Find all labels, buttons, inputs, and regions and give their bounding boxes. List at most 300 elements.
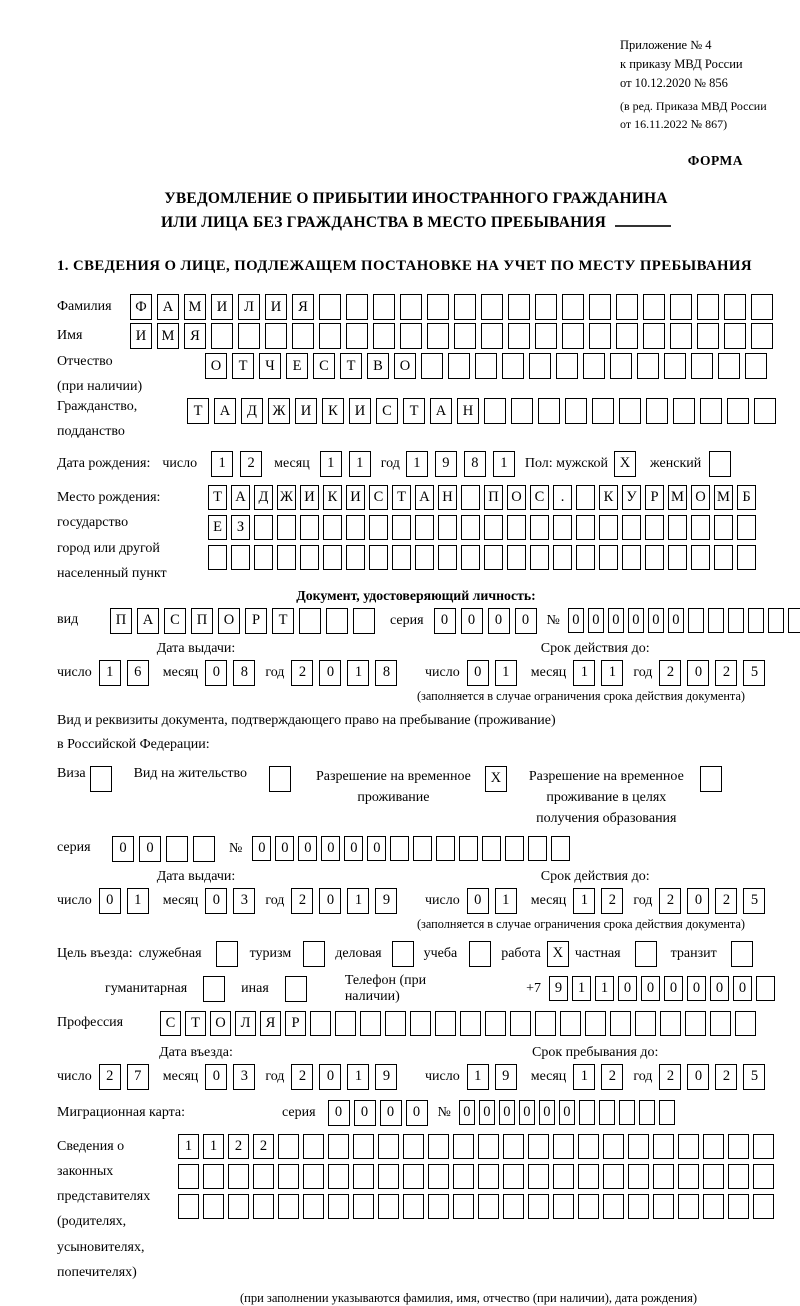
char-cell[interactable]	[453, 1134, 474, 1159]
char-cell[interactable]: А	[137, 608, 159, 634]
char-cell[interactable]: 6	[127, 660, 149, 686]
char-cell[interactable]	[565, 398, 587, 424]
char-cell[interactable]: 0	[608, 608, 624, 633]
char-cell[interactable]	[378, 1194, 399, 1219]
char-cell[interactable]: О	[218, 608, 240, 634]
char-cell[interactable]	[645, 515, 664, 540]
char-cell[interactable]	[714, 545, 733, 570]
purpose-work-checkbox[interactable]: X	[547, 941, 569, 967]
char-cell[interactable]: И	[265, 294, 287, 320]
char-cell[interactable]: 2	[715, 660, 737, 686]
char-cell[interactable]	[585, 1011, 606, 1036]
char-cell[interactable]: 0	[205, 1064, 227, 1090]
char-cell[interactable]: И	[300, 485, 319, 510]
char-cell[interactable]	[728, 1134, 749, 1159]
char-cell[interactable]: Л	[238, 294, 260, 320]
char-cell[interactable]	[628, 1164, 649, 1189]
char-cell[interactable]	[453, 1194, 474, 1219]
char-cell[interactable]: О	[205, 353, 227, 379]
char-cell[interactable]: 8	[464, 451, 486, 477]
char-cell[interactable]	[303, 1164, 324, 1189]
char-cell[interactable]: Р	[285, 1011, 306, 1036]
char-cell[interactable]: 0	[519, 1100, 535, 1125]
char-cell[interactable]: Ж	[277, 485, 296, 510]
char-cell[interactable]	[326, 608, 348, 634]
char-cell[interactable]: У	[622, 485, 641, 510]
char-cell[interactable]	[724, 323, 746, 349]
char-cell[interactable]	[703, 1134, 724, 1159]
char-cell[interactable]: 0	[687, 1064, 709, 1090]
visa-checkbox[interactable]	[90, 766, 112, 792]
char-cell[interactable]	[529, 353, 551, 379]
char-cell[interactable]	[599, 1100, 615, 1125]
purpose-business-checkbox[interactable]	[392, 941, 414, 967]
char-cell[interactable]: 0	[467, 660, 489, 686]
char-cell[interactable]: 0	[319, 660, 341, 686]
char-cell[interactable]	[353, 608, 375, 634]
char-cell[interactable]: 0	[319, 1064, 341, 1090]
char-cell[interactable]	[346, 545, 365, 570]
char-cell[interactable]: М	[184, 294, 206, 320]
char-cell[interactable]	[708, 608, 724, 633]
char-cell[interactable]	[392, 515, 411, 540]
char-cell[interactable]: 9	[495, 1064, 517, 1090]
char-cell[interactable]	[373, 294, 395, 320]
char-cell[interactable]: Т	[403, 398, 425, 424]
char-cell[interactable]	[603, 1164, 624, 1189]
char-cell[interactable]: 7	[127, 1064, 149, 1090]
char-cell[interactable]	[303, 1194, 324, 1219]
char-cell[interactable]: 1	[573, 660, 595, 686]
char-cell[interactable]	[639, 1100, 655, 1125]
char-cell[interactable]: 0	[641, 976, 660, 1001]
char-cell[interactable]	[556, 353, 578, 379]
char-cell[interactable]	[485, 1011, 506, 1036]
char-cell[interactable]	[664, 353, 686, 379]
char-cell[interactable]: Я	[292, 294, 314, 320]
char-cell[interactable]: Ф	[130, 294, 152, 320]
char-cell[interactable]: 0	[648, 608, 664, 633]
char-cell[interactable]	[461, 515, 480, 540]
purpose-private-checkbox[interactable]	[635, 941, 657, 967]
char-cell[interactable]	[427, 294, 449, 320]
char-cell[interactable]: 0	[99, 888, 121, 914]
char-cell[interactable]: 5	[743, 888, 765, 914]
char-cell[interactable]	[508, 323, 530, 349]
char-cell[interactable]	[265, 323, 287, 349]
char-cell[interactable]: 5	[743, 660, 765, 686]
char-cell[interactable]	[530, 515, 549, 540]
char-cell[interactable]	[553, 1194, 574, 1219]
char-cell[interactable]: 1	[127, 888, 149, 914]
char-cell[interactable]	[413, 836, 432, 861]
char-cell[interactable]: Т	[185, 1011, 206, 1036]
char-cell[interactable]	[481, 294, 503, 320]
char-cell[interactable]: Д	[254, 485, 273, 510]
char-cell[interactable]	[323, 515, 342, 540]
char-cell[interactable]	[703, 1194, 724, 1219]
char-cell[interactable]: 0	[354, 1100, 376, 1126]
char-cell[interactable]: 0	[539, 1100, 555, 1125]
char-cell[interactable]: 0	[344, 836, 363, 861]
char-cell[interactable]	[378, 1164, 399, 1189]
char-cell[interactable]: О	[507, 485, 526, 510]
char-cell[interactable]	[335, 1011, 356, 1036]
char-cell[interactable]	[753, 1194, 774, 1219]
char-cell[interactable]	[277, 545, 296, 570]
char-cell[interactable]	[753, 1134, 774, 1159]
char-cell[interactable]	[562, 323, 584, 349]
char-cell[interactable]	[421, 353, 443, 379]
char-cell[interactable]: И	[346, 485, 365, 510]
char-cell[interactable]	[578, 1134, 599, 1159]
char-cell[interactable]	[660, 1011, 681, 1036]
char-cell[interactable]	[691, 353, 713, 379]
char-cell[interactable]: 9	[549, 976, 568, 1001]
char-cell[interactable]	[460, 1011, 481, 1036]
char-cell[interactable]: 0	[488, 608, 510, 634]
char-cell[interactable]	[502, 353, 524, 379]
char-cell[interactable]: Т	[392, 485, 411, 510]
char-cell[interactable]	[553, 545, 572, 570]
char-cell[interactable]: К	[323, 485, 342, 510]
char-cell[interactable]	[428, 1164, 449, 1189]
char-cell[interactable]: К	[322, 398, 344, 424]
char-cell[interactable]	[691, 545, 710, 570]
char-cell[interactable]: 2	[659, 1064, 681, 1090]
char-cell[interactable]	[635, 1011, 656, 1036]
char-cell[interactable]: И	[130, 323, 152, 349]
char-cell[interactable]	[728, 1164, 749, 1189]
char-cell[interactable]	[583, 353, 605, 379]
purpose-official-checkbox[interactable]	[216, 941, 238, 967]
char-cell[interactable]: С	[369, 485, 388, 510]
char-cell[interactable]	[616, 323, 638, 349]
char-cell[interactable]: 0	[687, 976, 706, 1001]
char-cell[interactable]	[478, 1164, 499, 1189]
char-cell[interactable]: 1	[601, 660, 623, 686]
char-cell[interactable]	[231, 545, 250, 570]
char-cell[interactable]: 2	[659, 660, 681, 686]
char-cell[interactable]: 0	[205, 660, 227, 686]
char-cell[interactable]	[454, 294, 476, 320]
char-cell[interactable]: П	[191, 608, 213, 634]
char-cell[interactable]: 1	[495, 888, 517, 914]
char-cell[interactable]	[484, 545, 503, 570]
char-cell[interactable]	[292, 323, 314, 349]
char-cell[interactable]	[310, 1011, 331, 1036]
char-cell[interactable]: К	[599, 485, 618, 510]
char-cell[interactable]: 0	[205, 888, 227, 914]
char-cell[interactable]: О	[210, 1011, 231, 1036]
char-cell[interactable]: Е	[208, 515, 227, 540]
char-cell[interactable]	[628, 1194, 649, 1219]
char-cell[interactable]: Т	[232, 353, 254, 379]
char-cell[interactable]: М	[668, 485, 687, 510]
char-cell[interactable]	[619, 1100, 635, 1125]
char-cell[interactable]: 1	[349, 451, 371, 477]
char-cell[interactable]: 0	[479, 1100, 495, 1125]
char-cell[interactable]	[346, 294, 368, 320]
char-cell[interactable]	[714, 515, 733, 540]
char-cell[interactable]: 1	[493, 451, 515, 477]
char-cell[interactable]: 1	[595, 976, 614, 1001]
char-cell[interactable]: З	[231, 515, 250, 540]
char-cell[interactable]: 9	[375, 1064, 397, 1090]
char-cell[interactable]	[410, 1011, 431, 1036]
char-cell[interactable]	[678, 1134, 699, 1159]
char-cell[interactable]: Ч	[259, 353, 281, 379]
char-cell[interactable]	[300, 545, 319, 570]
char-cell[interactable]: В	[367, 353, 389, 379]
char-cell[interactable]	[578, 1164, 599, 1189]
char-cell[interactable]: 0	[459, 1100, 475, 1125]
char-cell[interactable]: 0	[467, 888, 489, 914]
char-cell[interactable]: И	[211, 294, 233, 320]
char-cell[interactable]	[710, 1011, 731, 1036]
char-cell[interactable]: С	[313, 353, 335, 379]
char-cell[interactable]	[659, 1100, 675, 1125]
sex-female-checkbox[interactable]	[709, 451, 731, 477]
char-cell[interactable]	[551, 836, 570, 861]
char-cell[interactable]	[751, 323, 773, 349]
char-cell[interactable]	[678, 1194, 699, 1219]
char-cell[interactable]: И	[295, 398, 317, 424]
char-cell[interactable]: Т	[208, 485, 227, 510]
char-cell[interactable]	[436, 836, 455, 861]
char-cell[interactable]	[503, 1194, 524, 1219]
char-cell[interactable]	[553, 1164, 574, 1189]
char-cell[interactable]	[528, 1194, 549, 1219]
char-cell[interactable]	[228, 1194, 249, 1219]
char-cell[interactable]	[673, 398, 695, 424]
char-cell[interactable]: 2	[601, 888, 623, 914]
char-cell[interactable]: Н	[438, 485, 457, 510]
char-cell[interactable]: 1	[347, 888, 369, 914]
char-cell[interactable]: 5	[743, 1064, 765, 1090]
char-cell[interactable]	[299, 608, 321, 634]
char-cell[interactable]: 1	[573, 888, 595, 914]
char-cell[interactable]: 0	[664, 976, 683, 1001]
char-cell[interactable]	[622, 515, 641, 540]
char-cell[interactable]	[319, 294, 341, 320]
char-cell[interactable]	[737, 545, 756, 570]
char-cell[interactable]	[622, 545, 641, 570]
char-cell[interactable]: 8	[233, 660, 255, 686]
char-cell[interactable]	[353, 1194, 374, 1219]
char-cell[interactable]: 1	[572, 976, 591, 1001]
char-cell[interactable]	[553, 515, 572, 540]
char-cell[interactable]	[637, 353, 659, 379]
char-cell[interactable]: О	[394, 353, 416, 379]
char-cell[interactable]	[373, 323, 395, 349]
char-cell[interactable]	[360, 1011, 381, 1036]
char-cell[interactable]	[438, 545, 457, 570]
char-cell[interactable]	[475, 353, 497, 379]
char-cell[interactable]	[560, 1011, 581, 1036]
char-cell[interactable]	[328, 1134, 349, 1159]
char-cell[interactable]	[535, 323, 557, 349]
char-cell[interactable]	[528, 1164, 549, 1189]
char-cell[interactable]: 1	[203, 1134, 224, 1159]
char-cell[interactable]	[697, 294, 719, 320]
char-cell[interactable]	[390, 836, 409, 861]
purpose-humanitarian-checkbox[interactable]	[203, 976, 225, 1002]
char-cell[interactable]	[645, 545, 664, 570]
char-cell[interactable]: 3	[233, 1064, 255, 1090]
char-cell[interactable]	[668, 515, 687, 540]
purpose-transit-checkbox[interactable]	[731, 941, 753, 967]
char-cell[interactable]	[599, 515, 618, 540]
char-cell[interactable]	[346, 323, 368, 349]
char-cell[interactable]: 0	[367, 836, 386, 861]
char-cell[interactable]	[461, 485, 480, 510]
char-cell[interactable]	[528, 836, 547, 861]
char-cell[interactable]	[484, 398, 506, 424]
char-cell[interactable]: С	[160, 1011, 181, 1036]
char-cell[interactable]	[576, 545, 595, 570]
char-cell[interactable]	[670, 294, 692, 320]
char-cell[interactable]: 1	[211, 451, 233, 477]
char-cell[interactable]	[768, 608, 784, 633]
char-cell[interactable]: Е	[286, 353, 308, 379]
char-cell[interactable]	[238, 323, 260, 349]
char-cell[interactable]: 1	[99, 660, 121, 686]
char-cell[interactable]	[510, 1011, 531, 1036]
char-cell[interactable]: 0	[499, 1100, 515, 1125]
char-cell[interactable]	[528, 1134, 549, 1159]
char-cell[interactable]: 0	[710, 976, 729, 1001]
char-cell[interactable]	[503, 1134, 524, 1159]
char-cell[interactable]: 0	[328, 1100, 350, 1126]
char-cell[interactable]	[203, 1164, 224, 1189]
char-cell[interactable]	[328, 1194, 349, 1219]
char-cell[interactable]	[400, 323, 422, 349]
char-cell[interactable]: 1	[178, 1134, 199, 1159]
char-cell[interactable]	[578, 1194, 599, 1219]
char-cell[interactable]	[448, 353, 470, 379]
char-cell[interactable]	[643, 294, 665, 320]
char-cell[interactable]: 1	[573, 1064, 595, 1090]
char-cell[interactable]	[728, 608, 744, 633]
char-cell[interactable]	[553, 1134, 574, 1159]
char-cell[interactable]	[403, 1134, 424, 1159]
char-cell[interactable]: Р	[645, 485, 664, 510]
temp-residence-checkbox[interactable]: X	[485, 766, 507, 792]
char-cell[interactable]	[619, 398, 641, 424]
char-cell[interactable]	[653, 1194, 674, 1219]
char-cell[interactable]	[603, 1194, 624, 1219]
char-cell[interactable]: А	[430, 398, 452, 424]
char-cell[interactable]: 0	[406, 1100, 428, 1126]
char-cell[interactable]	[678, 1164, 699, 1189]
char-cell[interactable]: П	[110, 608, 132, 634]
char-cell[interactable]	[610, 1011, 631, 1036]
char-cell[interactable]: 0	[298, 836, 317, 861]
char-cell[interactable]: 2	[291, 888, 313, 914]
char-cell[interactable]	[454, 323, 476, 349]
char-cell[interactable]	[484, 515, 503, 540]
sex-male-checkbox[interactable]: X	[614, 451, 636, 477]
char-cell[interactable]	[278, 1164, 299, 1189]
char-cell[interactable]: 0	[380, 1100, 402, 1126]
char-cell[interactable]	[751, 294, 773, 320]
char-cell[interactable]	[616, 294, 638, 320]
char-cell[interactable]	[415, 515, 434, 540]
char-cell[interactable]	[166, 836, 188, 862]
char-cell[interactable]: А	[214, 398, 236, 424]
char-cell[interactable]	[346, 515, 365, 540]
char-cell[interactable]	[481, 323, 503, 349]
char-cell[interactable]	[392, 545, 411, 570]
char-cell[interactable]: 0	[275, 836, 294, 861]
char-cell[interactable]	[193, 836, 215, 862]
char-cell[interactable]	[507, 545, 526, 570]
char-cell[interactable]	[203, 1194, 224, 1219]
char-cell[interactable]	[691, 515, 710, 540]
char-cell[interactable]	[300, 515, 319, 540]
char-cell[interactable]: С	[164, 608, 186, 634]
char-cell[interactable]	[508, 294, 530, 320]
char-cell[interactable]	[507, 515, 526, 540]
char-cell[interactable]	[478, 1194, 499, 1219]
char-cell[interactable]	[535, 294, 557, 320]
char-cell[interactable]	[278, 1194, 299, 1219]
char-cell[interactable]	[576, 485, 595, 510]
char-cell[interactable]: 8	[375, 660, 397, 686]
char-cell[interactable]: 1	[406, 451, 428, 477]
char-cell[interactable]	[745, 353, 767, 379]
char-cell[interactable]	[589, 323, 611, 349]
char-cell[interactable]	[369, 515, 388, 540]
char-cell[interactable]	[592, 398, 614, 424]
char-cell[interactable]: 2	[291, 660, 313, 686]
char-cell[interactable]	[328, 1164, 349, 1189]
char-cell[interactable]: 0	[568, 608, 584, 633]
char-cell[interactable]	[253, 1194, 274, 1219]
char-cell[interactable]	[727, 398, 749, 424]
temp-residence-edu-checkbox[interactable]	[700, 766, 722, 792]
char-cell[interactable]: Т	[340, 353, 362, 379]
char-cell[interactable]: 9	[435, 451, 457, 477]
char-cell[interactable]	[670, 323, 692, 349]
char-cell[interactable]: 0	[687, 888, 709, 914]
char-cell[interactable]	[400, 294, 422, 320]
char-cell[interactable]: 0	[628, 608, 644, 633]
char-cell[interactable]: 2	[715, 1064, 737, 1090]
char-cell[interactable]	[482, 836, 501, 861]
char-cell[interactable]: Я	[184, 323, 206, 349]
char-cell[interactable]: 2	[715, 888, 737, 914]
char-cell[interactable]	[254, 545, 273, 570]
char-cell[interactable]	[562, 294, 584, 320]
char-cell[interactable]	[428, 1194, 449, 1219]
char-cell[interactable]: 2	[659, 888, 681, 914]
char-cell[interactable]	[459, 836, 478, 861]
char-cell[interactable]: Я	[260, 1011, 281, 1036]
char-cell[interactable]	[603, 1134, 624, 1159]
char-cell[interactable]: 0	[515, 608, 537, 634]
char-cell[interactable]	[788, 608, 800, 633]
char-cell[interactable]	[435, 1011, 456, 1036]
char-cell[interactable]	[353, 1164, 374, 1189]
char-cell[interactable]: 0	[668, 608, 684, 633]
char-cell[interactable]: О	[691, 485, 710, 510]
char-cell[interactable]	[403, 1194, 424, 1219]
char-cell[interactable]	[319, 323, 341, 349]
char-cell[interactable]	[303, 1134, 324, 1159]
char-cell[interactable]	[688, 608, 704, 633]
